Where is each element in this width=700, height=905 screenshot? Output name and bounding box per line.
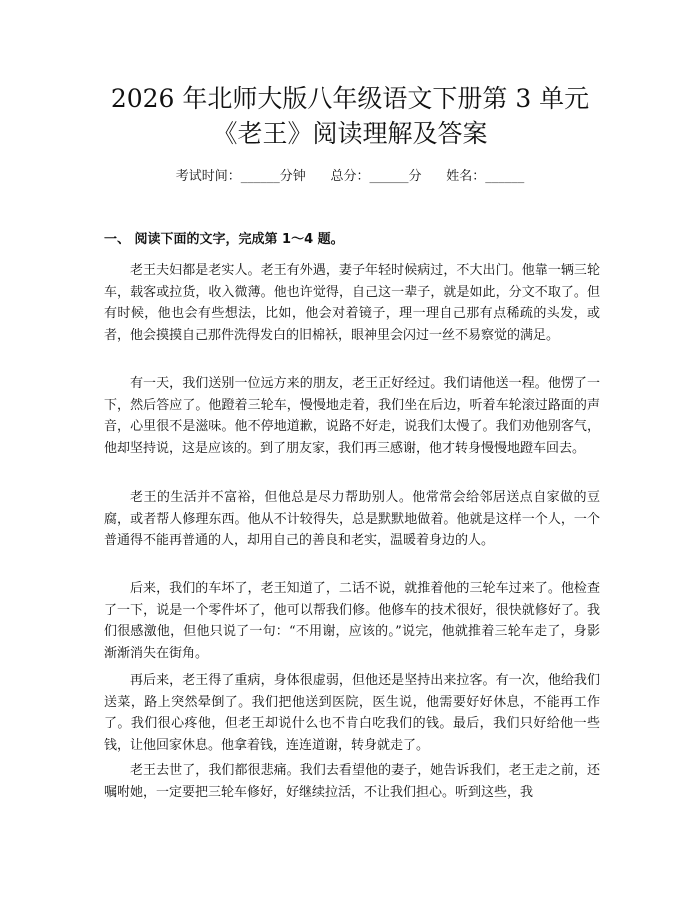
passage-paragraph-1: 老王夫妇都是老实人。老王有外遇，妻子年轻时候病过，不大出门。他靠一辆三轮车，载客或拉货，收入微薄。他也许觉得，自己这一辈子，就是如此，分文不取了。但有时候，他也会有些想法，比如，他会对着镜子，理一理自己那有点稀疏的头发，或者，他会摸摸自己那件洗得发白的旧棉袄，眼神里会闪过一丝不易察觉的满足。 xyxy=(104,263,600,343)
passage-paragraph-4: 后来，我们的车坏了，老王知道了，二话不说，就推着他的三轮车过来了。他检查了一下，说是一个零件坏了，他可以帮我们修。他修车的技术很好，很快就修好了。我们很感激他，但他只说了一句：“不用谢，应该的。”说完，他就推着三轮车走了，身影渐渐消失在街角。 xyxy=(104,581,600,661)
passage-paragraph-3: 老王的生活并不富裕，但他总是尽力帮助别人。他常常会给邻居送点自家做的豆腐，或者帮人修理东西。他从不计较得失，总是默默地做着。他就是这样一个人，一个普通得不能再普通的人，却用自己的善良和老实，温暖着身边的人。 xyxy=(104,490,600,548)
document-subtitle: 《老王》阅读理解及答案 xyxy=(212,119,488,148)
section-heading: 一、 阅读下面的文字，完成第 1～4 题。 xyxy=(104,232,344,247)
passage-paragraph-5: 再后来，老王得了重病，身体很虚弱，但他还是坚持出来拉客。有一次，他给我们送菜，路上突然晕倒了。我们把他送到医院，医生说，他需要好好休息，不能再工作了。我们很心疼他，但老王却说什么也不肯白吃我们的钱。最后，我们只好给他一些钱，让他回家休息。他拿着钱，连连道谢，转身就走了。 xyxy=(104,673,600,753)
document-title: 2026 年北师大版八年级语文下册第 3 单元 xyxy=(110,84,590,113)
passage-paragraph-2: 有一天，我们送别一位远方来的朋友，老王正好经过。我们请他送一程。他愣了一下，然后答应了。他蹬着三轮车，慢慢地走着，我们坐在后边，听着车轮滚过路面的声音，心里很不是滋味。他不停地道歉，说路不好走，说我们太慢了。我们劝他别客气，他却坚持说，这是应该的。到了朋友家，我们再三感谢，他才转身慢慢地蹬车回去。 xyxy=(104,376,600,456)
passage-paragraph-6: 老王去世了，我们都很悲痛。我们去看望他的妻子，她告诉我们，老王走之前，还嘱咐她，一定要把三轮车修好，好继续拉活，不让我们担心。听到这些，我 xyxy=(104,763,600,800)
exam-info-line: 考试时间：______分钟 总分：______分 姓名：______ xyxy=(175,169,525,184)
